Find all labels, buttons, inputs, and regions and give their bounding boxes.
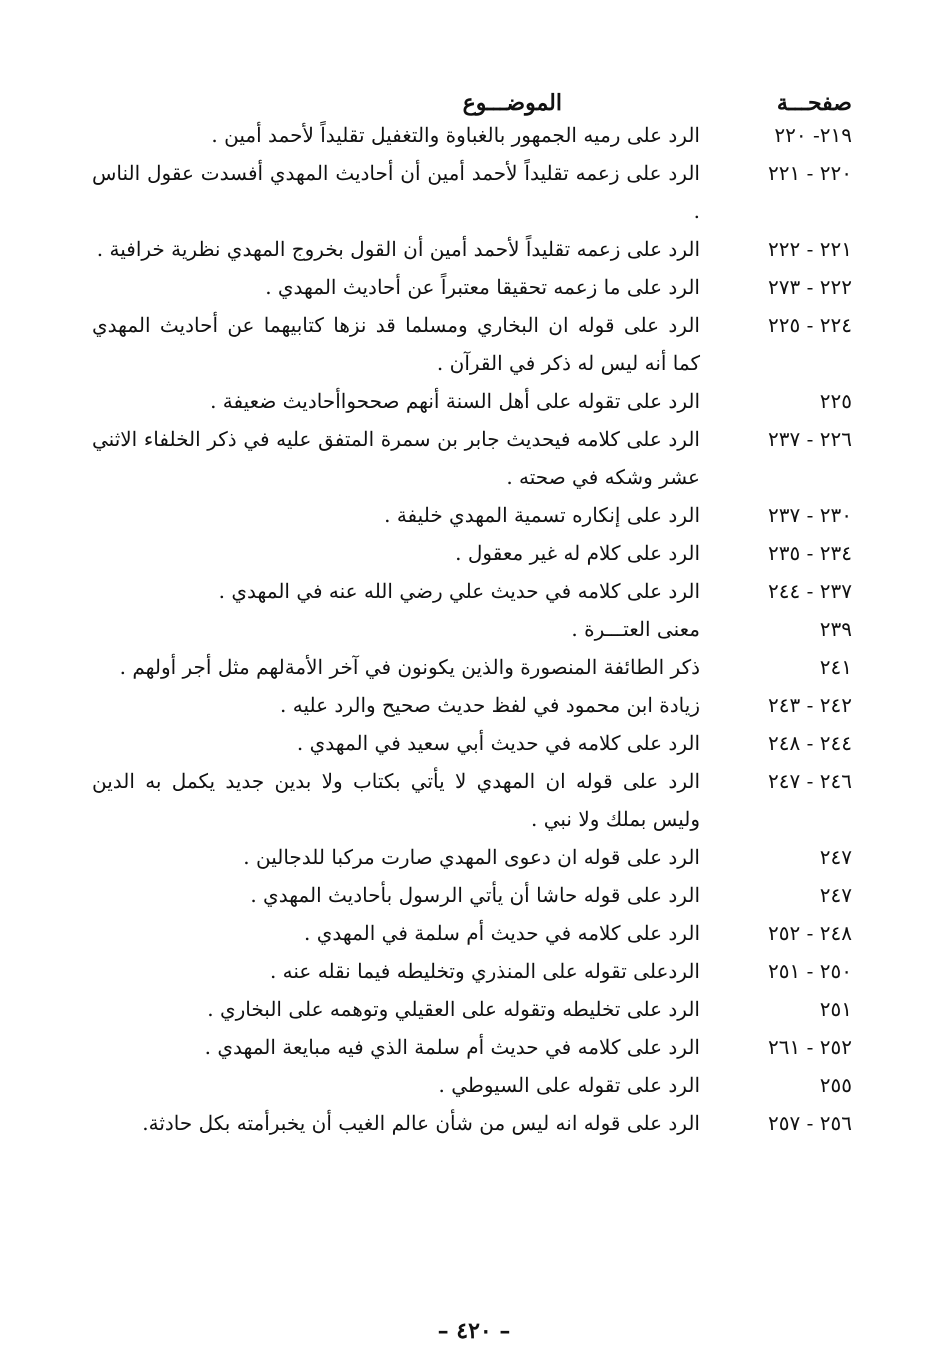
index-entry bbox=[92, 648, 852, 686]
index-entry bbox=[92, 230, 852, 268]
entry-subject: الرد على كلام له غير معقول . bbox=[455, 541, 700, 565]
entry-subject: الرد على كلامه فيحديث جابر بن سمرة المتفق عليه في ذكر الخلفاء الاثني عشر وشكه في صحته . bbox=[92, 427, 700, 489]
entry-pages: ٢٤٧ bbox=[819, 883, 852, 907]
index-page bbox=[92, 80, 852, 1280]
index-entry bbox=[92, 990, 852, 1028]
entry-pages: ٢٤٦ - ٢٤٧ bbox=[768, 769, 852, 793]
entry-subject: معنى العتـــرة . bbox=[571, 617, 700, 641]
entry-pages: ٢٤١ bbox=[819, 655, 852, 679]
entry-subject: الرد على إنكاره تسمية المهدي خليفة . bbox=[384, 503, 700, 527]
entry-pages: ٢٥٠ - ٢٥١ bbox=[768, 959, 852, 983]
index-entry bbox=[92, 116, 852, 154]
entry-pages: ٢٥٦ - ٢٥٧ bbox=[768, 1111, 852, 1135]
entry-pages: ٢٥٢ - ٢٦١ bbox=[768, 1035, 852, 1059]
entry-subject: الردعلى تقوله على المنذري وتخليطه فيما نقله عنه . bbox=[269, 959, 700, 983]
entry-pages: ٢٥٥ bbox=[819, 1073, 852, 1097]
entry-subject: الرد على قوله انه ليس من شأن عالم الغيب أن يخبرأمته بكل حادثة. bbox=[142, 1111, 700, 1135]
index-entry bbox=[92, 838, 852, 876]
index-entry bbox=[92, 914, 852, 952]
entry-subject: الرد على قوله ان دعوى المهدي صارت مركبا للدجالين . bbox=[243, 845, 700, 869]
index-entry bbox=[92, 154, 852, 230]
page-number: – ٤٢٠ – bbox=[437, 1318, 511, 1344]
entry-subject: الرد على زعمه تقليداً لأحمد أمين أن القول بخروج المهدي نظرية خرافية . bbox=[96, 237, 700, 261]
entry-pages: ٢٢٤ - ٢٢٥ bbox=[768, 313, 852, 337]
entry-pages: ٢٥١ bbox=[819, 997, 852, 1021]
table-header bbox=[92, 80, 852, 116]
entry-subject: الرد على تخليطه وتقوله على العقيلي وتوهمه على البخاري . bbox=[207, 997, 700, 1021]
entry-subject: الرد على تقوله على أهل السنة أنهم صححواأحاديث ضعيفة . bbox=[210, 389, 700, 413]
entry-subject: الرد على قوله ان المهدي لا يأتي بكتاب ولا بدين جديد يكمل به الدين وليس بملك ولا نبي . bbox=[92, 769, 701, 831]
entry-pages: ٢٢٠ - ٢٢١ bbox=[768, 161, 852, 185]
entry-pages: ٢٤٨ - ٢٥٢ bbox=[768, 921, 852, 945]
entry-pages: ٢٣٤ - ٢٣٥ bbox=[768, 541, 852, 565]
entry-subject: الرد على كلامه في حديث أبي سعيد في المهدي . bbox=[296, 731, 700, 755]
index-entry bbox=[92, 762, 852, 838]
entry-pages: ٢٢٦ - ٢٣٧ bbox=[768, 427, 852, 451]
index-entry bbox=[92, 724, 852, 762]
index-entry bbox=[92, 572, 852, 610]
entry-pages: ٢٣٠ - ٢٣٧ bbox=[768, 503, 852, 527]
index-entry bbox=[92, 1104, 852, 1142]
index-entry bbox=[92, 382, 852, 420]
entry-subject: زيادة ابن محمود في لفظ حديث صحيح والرد عليه . bbox=[280, 693, 700, 717]
index-entry bbox=[92, 686, 852, 724]
index-entry bbox=[92, 952, 852, 990]
entry-pages: ٢٤٤ - ٢٤٨ bbox=[768, 731, 852, 755]
index-entry bbox=[92, 534, 852, 572]
index-entry bbox=[92, 268, 852, 306]
index-entry bbox=[92, 876, 852, 914]
index-entry bbox=[92, 306, 852, 382]
entry-subject: الرد على تقوله على السيوطي . bbox=[438, 1073, 700, 1097]
entry-subject: الرد على قوله حاشا أن يأتي الرسول بأحاديث المهدي . bbox=[250, 883, 700, 907]
page-column-heading: صفحـــة bbox=[776, 90, 852, 116]
entry-pages: ٢٣٧ - ٢٤٤ bbox=[768, 579, 852, 603]
entry-pages: ٢٤٢ - ٢٤٣ bbox=[768, 693, 852, 717]
index-entry bbox=[92, 1028, 852, 1066]
entry-pages: ٢١٩- ٢٢٠ bbox=[774, 123, 852, 147]
entry-subject: الرد على كلامه في حديث أم سلمة الذي فيه مبايعة المهدي . bbox=[204, 1035, 700, 1059]
entry-pages: ٢٢٥ bbox=[819, 389, 852, 413]
index-entry bbox=[92, 420, 852, 496]
index-entries bbox=[92, 116, 852, 1142]
entry-subject: الرد على كلامه في حديث علي رضي الله عنه في المهدي . bbox=[218, 579, 700, 603]
entry-pages: ٢٢١ - ٢٢٢ bbox=[768, 237, 852, 261]
entry-pages: ٢٢٢ - ٢٧٣ bbox=[768, 275, 852, 299]
entry-subject: الرد على قوله ان البخاري ومسلما قد نزها كتابيهما عن أحاديث المهدي كما أنه ليس له ذكر في القرآن . bbox=[92, 313, 700, 375]
entry-subject: الرد على ما زعمه تحقيقا معتبراً عن أحاديث المهدي . bbox=[265, 275, 700, 299]
index-entry bbox=[92, 496, 852, 534]
entry-pages: ٢٤٧ bbox=[819, 845, 852, 869]
entry-subject: ذكر الطائفة المنصورة والذين يكونون في آخر الأمةلهم مثل أجر أولهم . bbox=[119, 655, 700, 679]
index-entry bbox=[92, 1066, 852, 1104]
entry-pages: ٢٣٩ bbox=[819, 617, 852, 641]
entry-subject: الرد على كلامه في حديث أم سلمة في المهدي . bbox=[304, 921, 700, 945]
index-entry bbox=[92, 610, 852, 648]
entry-subject: الرد على رميه الجمهور بالغباوة والتغفيل تقليداً لأحمد أمين . bbox=[211, 123, 700, 147]
subject-column-heading: الموضـــوع bbox=[462, 90, 562, 116]
entry-subject: الرد على زعمه تقليداً لأحمد أمين أن أحاديث المهدي أفسدت عقول الناس . bbox=[92, 161, 700, 223]
